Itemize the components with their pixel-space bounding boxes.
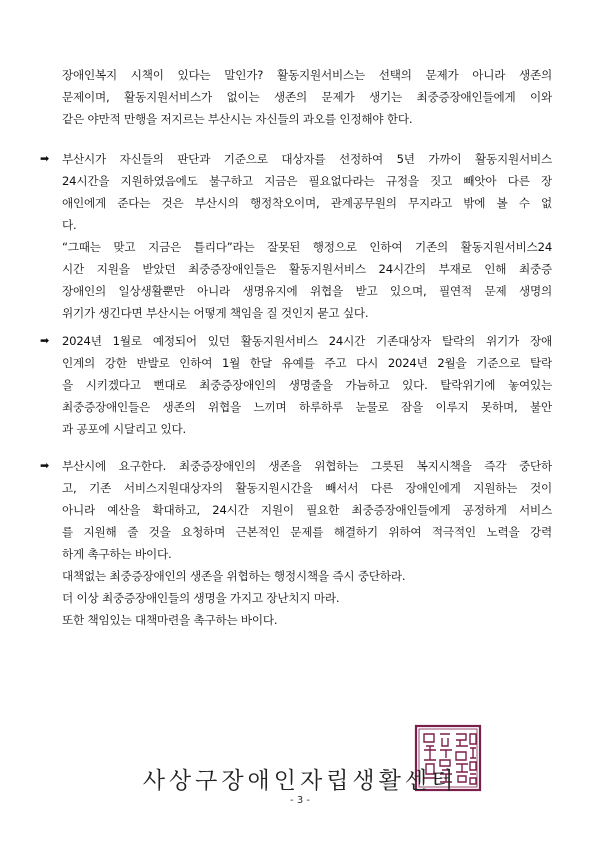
text-line: 부산시에 요구한다. 최중증장애인의 생존을 위협하는 그릇된 복지시책을 즉각 중단하	[62, 459, 552, 473]
text-line: 장애인의 일상생활뿐만 아니라 생명유지에 위협을 받고 있으며, 필연적 문제 생명의	[62, 284, 552, 298]
text-line: 24시간을 지원하였음에도 불구하고 지금은 필요없다라는 규정을 짓고 빼앗아 다른 장	[62, 174, 552, 188]
text-line: 시간 지원을 받았던 최중증장애인들은 활동지원서비스 24시간의 부재로 인해 최중증	[62, 262, 552, 276]
text-line: 인계의 강한 반발로 인하여 1월 한달 유예를 주고 다시 2024년 2월을 기준으로 탈락	[62, 356, 552, 370]
text-line: 과 공포에 시달리고 있다.	[62, 422, 186, 436]
paragraph-2	[62, 148, 552, 324]
paragraph-3	[62, 330, 552, 440]
text-line: 같은 야만적 만행을 저지르는 부산시는 자신들의 과오를 인정해야 한다.	[62, 112, 413, 126]
text-line: 애인에게 준다는 것은 부산시의 행정착오이며, 관계공무원의 무지라고 밖에 볼 수 없	[62, 196, 552, 210]
text-line: 최중증장애인들은 생존의 위협을 느끼며 하루하루 눈물로 잠을 이루지 못하며, 불안	[62, 400, 552, 414]
text-line: 문제이며, 활동지원서비스가 없이는 생존의 문제가 생기는 최중증장애인들에게 이와	[62, 90, 552, 104]
text-line: 를 지원해 줄 것을 요청하며 근본적인 문제를 해결하기 위하여 적극적인 노력을 강력	[62, 525, 552, 539]
text-line: 아니라 예산을 확대하고, 24시간 지원이 필요한 최중증장애인들에게 공정하게 서비스	[62, 503, 552, 517]
text-line: 위기가 생긴다면 부산시는 어떻게 책임을 질 것인지 묻고 싶다.	[62, 306, 369, 320]
paragraph-4	[62, 455, 552, 631]
text-line: 부산시가 자신들의 판단과 기준으로 대상자를 선정하여 5년 가까이 활동지원서비스	[62, 152, 552, 166]
text-line: “그때는 맞고 지금은 틀리다”라는 잘못된 행정으로 인하여 기존의 활동지원서비스24	[62, 240, 552, 254]
text-line: 장애인복지 시책이 있다는 말인가? 활동지원서비스는 선택의 문제가 아니라 생존의	[62, 68, 552, 82]
arrow-bullet-icon: ➡	[40, 459, 50, 472]
text-line: 다.	[62, 218, 77, 232]
arrow-bullet-icon: ➡	[40, 334, 50, 347]
text-line: 고, 기존 서비스지원대상자의 활동지원시간을 빼서서 다른 장애인에게 지원하는 것이	[62, 481, 552, 495]
text-line: 하게 촉구하는 바이다.	[62, 547, 172, 561]
arrow-bullet-icon: ➡	[40, 152, 50, 165]
text-line: 을 시키겠다고 뻔대로 최중증장애인의 생명줄을 가늠하고 있다. 탈락위기에 놓여있는	[62, 378, 552, 392]
organization-name: 사상구장애인자립생활센터	[142, 768, 458, 794]
text-line: 2024년 1월로 예정되어 있던 활동지원서비스 24시간 기존대상자 탈락의 위기가 장애	[62, 334, 552, 348]
paragraph-1	[62, 64, 552, 130]
text-line: 또한 책임있는 대책마련을 촉구하는 바이다.	[62, 613, 278, 627]
text-line: 대책없는 최중증장애인의 생존을 위협하는 행정시책을 즉시 중단하라.	[62, 569, 406, 583]
page-number: - 3 -	[290, 795, 310, 806]
text-line: 더 이상 최중증장애인들의 생명을 가지고 장난치지 마라.	[62, 591, 340, 605]
